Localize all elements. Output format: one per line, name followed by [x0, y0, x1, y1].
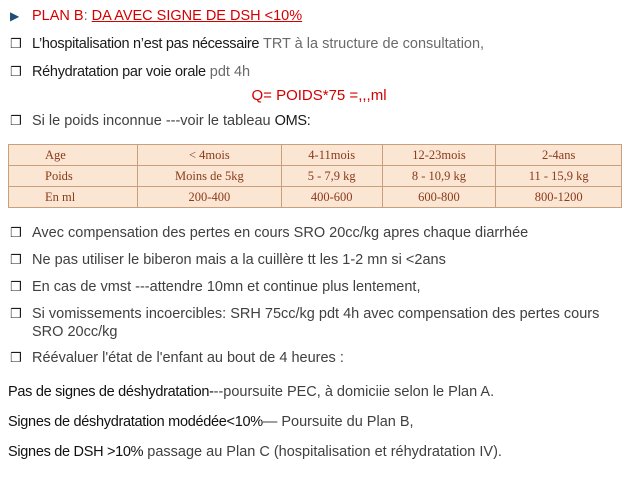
table-cell: Age — [9, 145, 138, 166]
table-cell: 400-600 — [281, 187, 382, 208]
table-cell: 5 - 7,9 kg — [281, 166, 382, 187]
sign-bold-text: Signes de DSH >10% — [8, 444, 144, 460]
bullet-text: En cas de vmst ---attendre 10mn et continue plus lentement, — [32, 279, 421, 295]
formula: Q= POIDS*75 =,,,ml — [251, 87, 387, 104]
plan-title — [10, 7, 628, 25]
table-cell: 200-400 — [138, 187, 282, 208]
plan-subtitle: DA AVEC SIGNE DE DSH <10% — [91, 8, 303, 24]
bullet-reevaluer — [10, 349, 628, 367]
sign-rest-text: --poursuite PEC, à domiciie selon le Plan A. — [213, 384, 495, 400]
table-row — [9, 166, 622, 187]
bullet-vomissement — [10, 278, 628, 296]
table-cell: 12-23mois — [382, 145, 496, 166]
bullet-hospitalisation — [10, 35, 628, 53]
weight-line-text: Si le poids inconnue ---voir le tableau — [32, 113, 275, 129]
bullet-rehydratation — [10, 63, 628, 81]
weight-line-bold: OMS: — [274, 113, 311, 129]
triangle-bullet-icon: ▶ — [10, 9, 20, 23]
bullet-compensation — [10, 224, 628, 242]
sign-severe-dehydration — [8, 443, 502, 461]
sign-bold-text: Pas de signes de déshydratation- — [8, 384, 214, 400]
square-bullet-icon: ❒ — [10, 279, 22, 294]
square-bullet-icon: ❒ — [10, 225, 22, 240]
table-cell: 11 - 15,9 kg — [496, 166, 622, 187]
square-bullet-icon: ❒ — [10, 350, 22, 365]
table-row — [9, 145, 622, 166]
square-bullet-icon: ❒ — [10, 306, 22, 321]
plan-colon: : — [83, 8, 88, 24]
bullet-text: Réévaluer l'état de l'enfant au bout de 4 heures : — [32, 350, 344, 366]
table-cell: < 4mois — [138, 145, 282, 166]
bullet-rest-text: pdt 4h — [205, 64, 251, 80]
table-cell: 800-1200 — [496, 187, 622, 208]
bullet-bold-text: L’hospitalisation n’est pas nécessaire — [32, 36, 260, 52]
sign-rest-text: passage au Plan C (hospitalisation et réhydratation IV). — [143, 444, 502, 460]
bullet-rest-text: TRT à la structure de consultation, — [259, 36, 485, 52]
table-cell: Moins de 5kg — [138, 166, 282, 187]
sign-bold-text: Signes de déshydratation modédée<10% — [8, 414, 263, 430]
square-bullet-icon: ❒ — [10, 36, 22, 51]
bullet-bold-text: Réhydratation par voie orale — [32, 64, 206, 80]
table-cell: 4-11mois — [281, 145, 382, 166]
bullet-text: Si vomissements incoercibles: SRH 75cc/kg pdt 4h avec compensation des pertes cours SRO 20cc/kg — [32, 306, 600, 340]
square-bullet-icon: ❒ — [10, 64, 22, 79]
table-cell: En ml — [9, 187, 138, 208]
table-cell: 8 - 10,9 kg — [382, 166, 496, 187]
bullet-weight-unknown — [10, 112, 628, 130]
plan-label: PLAN B — [32, 8, 84, 24]
table-cell: 600-800 — [382, 187, 496, 208]
square-bullet-icon: ❒ — [10, 252, 22, 267]
bullet-text: Ne pas utiliser le biberon mais a la cuillère tt les 1-2 mn si <2ans — [32, 252, 446, 268]
table-cell: Poids — [9, 166, 138, 187]
table-row — [9, 187, 622, 208]
oms-table — [8, 144, 622, 208]
sign-no-dehydration — [8, 383, 494, 401]
table-cell: 2-4ans — [496, 145, 622, 166]
square-bullet-icon: ❒ — [10, 113, 22, 128]
bullet-biberon — [10, 251, 628, 269]
sign-rest-text: — Poursuite du Plan B, — [262, 414, 414, 430]
bullet-text: Avec compensation des pertes en cours SRO 20cc/kg apres chaque diarrhée — [32, 225, 529, 241]
bullet-vomissements-incoercibles — [10, 305, 624, 341]
sign-moderate-dehydration — [8, 413, 414, 431]
